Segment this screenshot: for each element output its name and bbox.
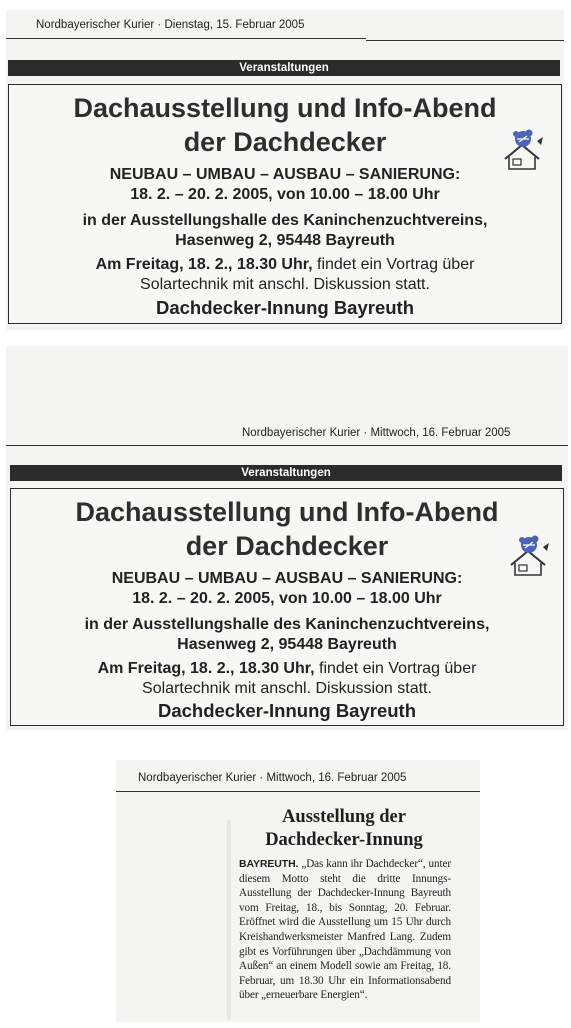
category-bar: Veranstaltungen [10, 465, 562, 481]
ad-title-line1: Dachausstellung und Info-Abend [75, 497, 499, 527]
clipping-header: Nordbayerischer Kurier · Mittwoch, 16. Februar 2005 [138, 772, 407, 784]
ad-talk-line1 [9, 255, 561, 275]
ad-dates: 18. 2. – 20. 2. 2005, von 10.00 – 18.00 Uhr [132, 590, 442, 607]
advertisement-box [10, 488, 564, 726]
ad-venue-line1: in der Ausstellungshalle des Kaninchenzuchtvereins, [82, 212, 488, 229]
advertisement-box [8, 84, 562, 324]
ad-subtitle: NEUBAU – UMBAU – AUSBAU – SANIERUNG: [109, 166, 461, 183]
ad-venue-line2: Hasenweg 2, 95448 Bayreuth [175, 232, 395, 249]
ad-talk-rest: findet ein Vortrag über [312, 256, 475, 273]
header-rule [366, 40, 564, 41]
ad-footer: Dachdecker-Innung Bayreuth [157, 700, 417, 721]
newspaper-clipping-2 [6, 346, 568, 730]
ad-footer: Dachdecker-Innung Bayreuth [155, 297, 415, 318]
ad-talk-line1 [11, 659, 563, 679]
clipping-header: Nordbayerischer Kurier · Dienstag, 15. Februar 2005 [36, 19, 305, 31]
ad-title-line2: der Dachdecker [183, 127, 387, 157]
category-bar: Veranstaltungen [8, 60, 560, 76]
ad-title-line1: Dachausstellung und Info-Abend [73, 93, 497, 123]
ad-title-line2: der Dachdecker [185, 531, 389, 561]
newspaper-clipping-1 [6, 10, 564, 330]
article-text: „Das kann ihr Dachdecker“, unter diesem Motto steht die dritte Innungs-Ausstellung der Dachdecker-Innung Bayreuth vom Freitag, 18., bis Sonntag, 20. Februar. Eröffnet wird die Ausstellung um 15 Uhr durch Kreishandwerksmeister Manfred Lang. Zudem gibt es Vorführungen über „Dachdämmung von Außen“ an einem Modell sowie am Freitag, 18. Februar, um 18.30 Uhr ein Informationsabend über „erneuerbare Energien“. [239, 858, 451, 1002]
ad-subtitle: NEUBAU – UMBAU – AUSBAU – SANIERUNG: [111, 570, 463, 587]
article-title-line2: Dachdecker-Innung [265, 830, 423, 850]
ad-dates: 18. 2. – 20. 2. 2005, von 10.00 – 18.00 Uhr [130, 186, 440, 203]
article-dateline: BAYREUTH. [239, 858, 299, 870]
newspaper-clipping-3 [116, 760, 480, 1022]
article-body [239, 857, 451, 1003]
ad-talk-line2: Solartechnik mit anschl. Diskussion statt. [142, 680, 432, 697]
ad-venue-line1: in der Ausstellungshalle des Kaninchenzuchtvereins, [84, 616, 490, 633]
ad-talk-rest: findet ein Vortrag über [314, 660, 477, 677]
header-rule [6, 38, 366, 39]
header-rule [6, 445, 568, 446]
clipping-header: Nordbayerischer Kurier · Mittwoch, 16. Februar 2005 [242, 427, 511, 439]
ad-talk-bold: Am Freitag, 18. 2., 18.30 Uhr, [95, 256, 313, 273]
ad-venue-line2: Hasenweg 2, 95448 Bayreuth [177, 636, 397, 653]
article-title-line1: Ausstellung der [282, 807, 406, 827]
ad-talk-bold: Am Freitag, 18. 2., 18.30 Uhr, [97, 660, 315, 677]
header-rule [116, 791, 480, 792]
ad-talk-line2: Solartechnik mit anschl. Diskussion statt. [140, 276, 430, 293]
